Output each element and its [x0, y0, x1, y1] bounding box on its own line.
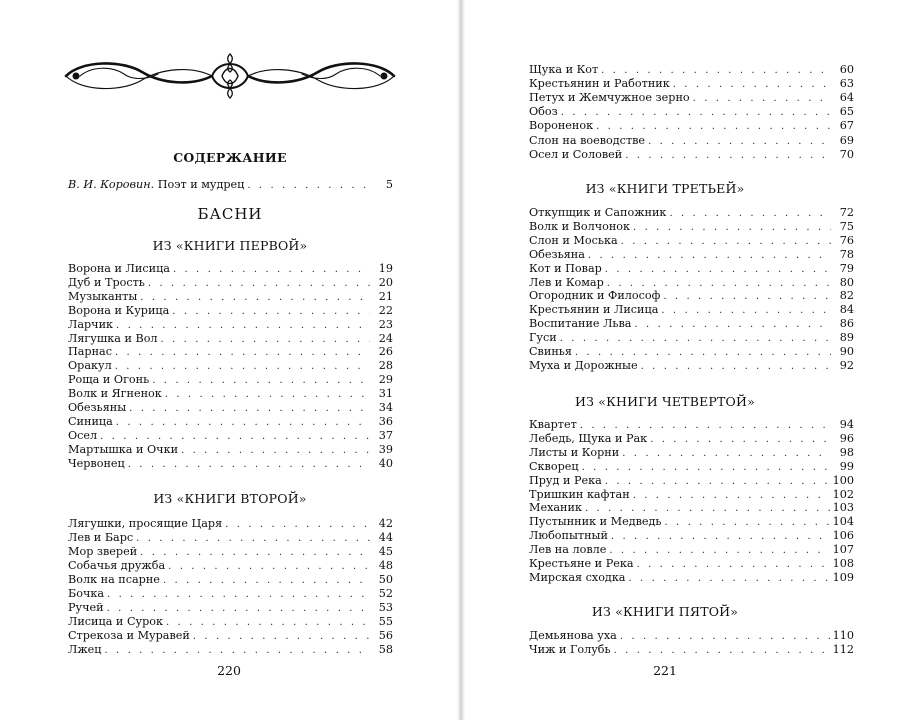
toc-entry[interactable] — [68, 276, 393, 290]
book2-title: ИЗ «КНИГИ ВТОРОЙ» — [153, 491, 307, 506]
leader-dots — [165, 388, 370, 402]
toc-entry-page: 99 — [839, 459, 854, 473]
toc-entry[interactable] — [529, 206, 854, 220]
book1-title: ИЗ «КНИГИ ПЕРВОЙ» — [152, 238, 308, 253]
toc-entry-title: Роща и Огонь — [68, 373, 150, 387]
toc-entry[interactable] — [529, 289, 854, 303]
leader-dots — [580, 419, 831, 433]
toc-entry[interactable] — [529, 359, 854, 373]
leader-dots — [107, 602, 370, 616]
toc-entry-title: Гуси — [529, 331, 557, 345]
leader-dots — [614, 644, 830, 658]
toc-entry[interactable] — [529, 148, 854, 162]
toc-entry-title: Осел — [68, 428, 98, 442]
page-number-right: 221 — [653, 663, 677, 678]
toc-entry-title: Вороненок — [529, 119, 594, 133]
leader-dots — [247, 179, 370, 193]
contents-heading: СОДЕРЖАНИЕ — [173, 150, 287, 165]
toc-entry-page: 109 — [832, 570, 854, 584]
toc-entry-page: 34 — [378, 401, 393, 414]
section-title-fables: БАСНИ — [197, 205, 263, 223]
toc-entry[interactable] — [529, 418, 854, 432]
book-gutter — [457, 0, 465, 720]
toc-entry-page: 26 — [378, 345, 393, 359]
toc-entry-page: 65 — [839, 105, 854, 119]
toc-entry-page: 107 — [832, 543, 854, 557]
toc-entry[interactable] — [68, 629, 393, 643]
toc-entry-page: 19 — [378, 262, 393, 275]
toc-entry-page: 63 — [839, 77, 854, 91]
toc-entry[interactable] — [529, 134, 854, 148]
toc-entry[interactable] — [529, 248, 854, 262]
toc-entry-page: 106 — [832, 529, 854, 543]
toc-entry-title: Скворец — [529, 459, 579, 473]
leader-dots — [100, 430, 370, 444]
toc-entry[interactable] — [529, 345, 854, 359]
toc-entry[interactable] — [529, 77, 854, 91]
toc-entry-page: 72 — [839, 206, 854, 219]
toc-entry-page: 104 — [832, 515, 854, 529]
toc-entry[interactable] — [68, 262, 393, 276]
toc-entry[interactable] — [529, 303, 854, 317]
leader-dots — [607, 277, 831, 291]
toc-entry-page: 22 — [378, 303, 393, 317]
toc-entry-title: Парнас — [68, 345, 112, 359]
toc-entry-page: 112 — [832, 643, 854, 656]
toc-entry[interactable] — [529, 105, 854, 119]
leader-dots — [193, 630, 370, 644]
toc-entry-page: 86 — [839, 317, 854, 331]
leader-dots — [628, 572, 829, 586]
leader-dots — [115, 360, 370, 374]
toc-entry-title: Любопытный — [529, 529, 608, 543]
leader-dots — [116, 416, 370, 430]
leader-dots — [620, 630, 830, 644]
leader-dots — [225, 518, 370, 532]
leader-dots — [650, 433, 831, 447]
leader-dots — [601, 64, 831, 78]
toc-entry[interactable] — [529, 488, 854, 502]
toc-entry[interactable] — [68, 517, 393, 531]
toc-entry-page: 29 — [378, 373, 393, 387]
toc-entry-title: Волк на псарне — [68, 573, 160, 586]
toc-entry[interactable] — [529, 474, 854, 488]
toc-entry[interactable] — [68, 457, 393, 471]
toc-entry[interactable] — [68, 559, 393, 573]
toc-entry-title: Бочка — [68, 587, 105, 600]
toc-entry[interactable] — [529, 234, 854, 248]
toc-entry-page: 90 — [839, 345, 854, 358]
toc-entry-page: 100 — [832, 473, 854, 487]
toc-entry-page: 76 — [839, 233, 854, 247]
leader-dots — [605, 263, 831, 277]
toc-entry-page: 21 — [378, 289, 393, 303]
toc-entry-page: 50 — [378, 573, 393, 586]
toc-entry-title: Демьянова уха — [529, 629, 617, 642]
toc-entry[interactable] — [529, 91, 854, 105]
leader-dots — [115, 346, 370, 360]
leader-dots — [140, 291, 370, 305]
toc-entry-title: Пруд и Река — [529, 473, 602, 487]
page-number-left: 220 — [217, 663, 241, 678]
toc-entry-title: Лисица и Сурок — [68, 615, 163, 628]
leader-dots — [582, 461, 831, 475]
book4-title: ИЗ «КНИГИ ЧЕТВЕРТОЙ» — [575, 394, 755, 409]
toc-entry-title: Лев и Барс — [68, 531, 134, 544]
toc-entry-title: Музыканты — [68, 289, 138, 303]
leader-dots — [622, 447, 831, 461]
toc-entry-intro[interactable] — [68, 178, 393, 192]
toc-entry[interactable] — [529, 515, 854, 529]
toc-entry-title: Лжец — [68, 643, 102, 656]
leader-dots — [633, 489, 830, 503]
leader-dots — [166, 616, 370, 630]
toc-entry-title: Лебедь, Щука и Рак — [529, 431, 648, 445]
leader-dots — [633, 221, 831, 235]
toc-entry-title: Лягушки, просящие Царя — [68, 517, 223, 530]
leader-dots — [605, 475, 830, 489]
toc-entry-title: Петух и Жемчужное зерно — [529, 91, 690, 105]
toc-entry-title: Мартышка и Очки — [68, 442, 179, 456]
toc-entry-title: Лягушка и Вол — [68, 331, 158, 345]
toc-entry-title: Оракул — [68, 359, 112, 373]
intro-author: В. И. Коровин. — [68, 178, 155, 191]
leader-dots — [669, 207, 831, 221]
toc-entry-page: 24 — [378, 331, 393, 345]
leader-dots — [163, 574, 370, 588]
leader-dots — [104, 644, 370, 658]
leader-dots — [634, 318, 831, 332]
leader-dots — [641, 360, 831, 374]
toc-entry-title: Муха и Дорожные — [529, 358, 638, 372]
toc-entry-title: Ворона и Курица — [68, 303, 170, 317]
leader-dots — [609, 544, 829, 558]
toc-entry-title: Волк и Ягненок — [68, 387, 162, 401]
toc-entry-page: 84 — [839, 303, 854, 317]
leader-dots — [181, 444, 370, 458]
toc-entry-page: 69 — [839, 133, 854, 147]
toc-entry-title: Тришкин кафтан — [529, 487, 630, 501]
toc-entry-title: Слон и Моська — [529, 233, 618, 247]
toc-entry-title: Огородник и Философ — [529, 289, 661, 303]
leader-dots — [596, 120, 831, 134]
toc-entry-title: Обоз — [529, 105, 558, 119]
leader-dots — [129, 402, 370, 416]
toc-entry-title: Обезьяны — [68, 401, 127, 414]
toc-entry-page: 60 — [839, 63, 854, 76]
toc-entry-page: 20 — [378, 275, 393, 289]
leader-dots — [140, 546, 370, 560]
toc-entry[interactable] — [68, 401, 393, 415]
toc-entry-page: 31 — [378, 387, 393, 401]
toc-entry-page: 108 — [832, 557, 854, 570]
toc-entry-page: 96 — [839, 431, 854, 445]
toc-entry-page: 80 — [839, 275, 854, 289]
leader-dots — [560, 332, 831, 346]
toc-entry[interactable] — [68, 615, 393, 629]
toc-entry-page: 56 — [378, 629, 393, 642]
leader-dots — [693, 92, 831, 106]
toc-entry[interactable] — [68, 587, 393, 601]
toc-entry-page: 102 — [832, 487, 854, 501]
toc-entry[interactable] — [68, 345, 393, 359]
toc-entry-page: 28 — [378, 359, 393, 373]
toc-entry[interactable] — [68, 643, 393, 657]
leader-dots — [152, 374, 370, 388]
leader-dots — [663, 290, 831, 304]
toc-entry[interactable] — [68, 443, 393, 457]
toc-entry-page: 44 — [378, 531, 393, 544]
leader-dots — [161, 333, 370, 347]
toc-entry-title: Крестьяне и Река — [529, 557, 634, 570]
toc-entry[interactable] — [529, 446, 854, 460]
toc-entry[interactable] — [529, 501, 854, 515]
toc-entry[interactable] — [68, 601, 393, 615]
leader-dots — [173, 263, 370, 277]
toc-entry[interactable] — [529, 276, 854, 290]
toc-entry-title: Мирская сходка — [529, 570, 626, 584]
toc-entry-title: Чиж и Голубь — [529, 643, 611, 656]
toc-entry-title: Волк и Волчонок — [529, 219, 631, 233]
toc-entry-page: 75 — [839, 219, 854, 233]
leader-dots — [585, 502, 830, 516]
toc-entry-title: Обезьяна — [529, 247, 585, 261]
toc-entry-title: Ларчик — [68, 317, 114, 331]
toc-entry-page: 52 — [378, 587, 393, 600]
leader-dots — [168, 560, 370, 574]
leader-dots — [116, 319, 370, 333]
toc-entry[interactable] — [529, 317, 854, 331]
toc-entry-page: 79 — [839, 261, 854, 275]
toc-entry-title: Воспитание Льва — [529, 317, 632, 331]
book5-title: ИЗ «КНИГИ ПЯТОЙ» — [591, 604, 739, 619]
toc-entry[interactable] — [68, 429, 393, 443]
toc-entry-page: 64 — [839, 91, 854, 105]
toc-entry-title: Слон на воеводстве — [529, 133, 646, 147]
toc-entry-page: 42 — [378, 517, 393, 530]
toc-entry[interactable] — [529, 643, 854, 657]
toc-entry[interactable] — [529, 63, 854, 77]
leader-dots — [611, 530, 830, 544]
leader-dots — [136, 532, 370, 546]
toc-entry-page: 5 — [385, 178, 393, 191]
toc-entry-title: Крестьянин и Лисица — [529, 303, 659, 317]
toc-entry-title: Кот и Повар — [529, 261, 602, 275]
leader-dots — [107, 588, 370, 602]
toc-entry-page: 53 — [378, 601, 393, 614]
toc-entry-page: 67 — [839, 119, 854, 133]
toc-entry-page: 23 — [378, 317, 393, 331]
leader-dots — [637, 558, 830, 572]
toc-entry-page: 48 — [378, 559, 393, 572]
leader-dots — [575, 346, 831, 360]
toc-entry[interactable] — [68, 531, 393, 545]
toc-entry-title: Мор зверей — [68, 545, 138, 558]
toc-entry[interactable] — [68, 415, 393, 429]
toc-entry[interactable] — [68, 290, 393, 304]
toc-entry[interactable] — [529, 262, 854, 276]
toc-entry-page: 55 — [378, 615, 393, 628]
toc-entry-page: 110 — [832, 629, 854, 642]
intro-title: Поэт и мудрец — [157, 178, 245, 191]
toc-entry-title: Листы и Корни — [529, 445, 620, 459]
leader-dots — [665, 516, 830, 530]
toc-entry[interactable] — [68, 332, 393, 346]
leader-dots — [561, 106, 831, 120]
toc-entry[interactable] — [68, 318, 393, 332]
toc-entry[interactable] — [529, 460, 854, 474]
toc-entry[interactable] — [529, 543, 854, 557]
toc-entry-title: Ручей — [68, 601, 104, 614]
toc-entry[interactable] — [529, 220, 854, 234]
leader-dots — [148, 277, 370, 291]
toc-entry[interactable] — [529, 571, 854, 585]
toc-entry[interactable] — [68, 545, 393, 559]
toc-entry-title: Стрекоза и Муравей — [68, 629, 190, 642]
toc-entry[interactable] — [529, 432, 854, 446]
leader-dots — [621, 235, 831, 249]
toc-entry-page: 78 — [839, 247, 854, 261]
toc-entry-page: 36 — [378, 414, 393, 428]
leader-dots — [673, 78, 831, 92]
decorative-flourish-icon — [62, 52, 398, 100]
toc-entry-title: Механик — [529, 501, 582, 515]
toc-entry-title: Свинья — [529, 345, 572, 358]
toc-entry[interactable] — [529, 331, 854, 345]
toc-entry[interactable] — [529, 629, 854, 643]
toc-entry-page: 45 — [378, 545, 393, 558]
toc-entry-title: Лев на ловле — [529, 543, 607, 557]
toc-entry-title: Червонец — [68, 456, 125, 470]
toc-entry-page: 70 — [839, 147, 854, 161]
leader-dots — [128, 458, 370, 472]
toc-entry[interactable] — [68, 373, 393, 387]
toc-entry[interactable] — [68, 359, 393, 373]
toc-entry-page: 94 — [839, 418, 854, 431]
toc-entry-title: Собачья дружба — [68, 559, 166, 572]
toc-entry-page: 98 — [839, 445, 854, 459]
toc-entry-title — [68, 178, 244, 192]
toc-entry-page: 40 — [378, 456, 393, 470]
toc-entry-title: Ворона и Лисица — [68, 262, 170, 275]
toc-entry[interactable] — [529, 119, 854, 133]
toc-entry-title: Крестьянин и Работник — [529, 77, 670, 91]
toc-entry-page: 82 — [839, 289, 854, 303]
toc-entry-title: Откупщик и Сапожник — [529, 206, 667, 219]
toc-entry[interactable] — [68, 573, 393, 587]
toc-entry[interactable] — [529, 529, 854, 543]
toc-entry[interactable] — [68, 387, 393, 401]
leader-dots — [661, 304, 831, 318]
toc-entry-page: 58 — [378, 643, 393, 656]
toc-entry-title: Дуб и Трость — [68, 275, 145, 289]
toc-entry-title: Квартет — [529, 418, 577, 431]
leader-dots — [588, 249, 831, 263]
leader-dots — [648, 135, 831, 149]
toc-entry[interactable] — [529, 557, 854, 571]
toc-entry-page: 37 — [378, 428, 393, 442]
toc-entry-page: 92 — [839, 358, 854, 372]
left-page — [0, 0, 458, 720]
leader-dots — [625, 149, 831, 163]
toc-entry-title: Пустынник и Медведь — [529, 515, 662, 529]
toc-entry-page: 103 — [832, 501, 854, 515]
book3-title: ИЗ «КНИГИ ТРЕТЬЕЙ» — [585, 181, 745, 196]
toc-entry-title: Синица — [68, 414, 113, 428]
leader-dots — [172, 305, 370, 319]
toc-entry-title: Щука и Кот — [529, 63, 599, 76]
toc-entry[interactable] — [68, 304, 393, 318]
toc-entry-title: Осел и Соловей — [529, 147, 623, 161]
toc-entry-page: 39 — [378, 442, 393, 456]
toc-entry-title: Лев и Комар — [529, 275, 604, 289]
right-page — [465, 0, 922, 720]
toc-entry-page: 89 — [839, 331, 854, 345]
